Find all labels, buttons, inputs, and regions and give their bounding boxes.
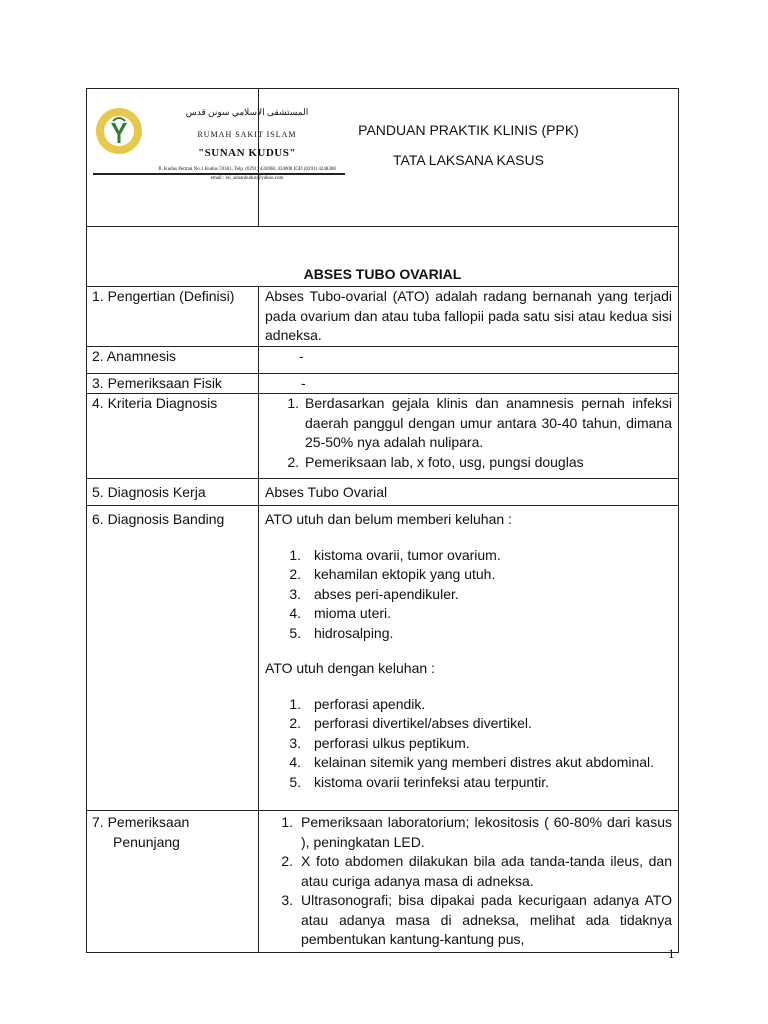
header-row — [87, 89, 679, 227]
row-pengertian — [87, 287, 679, 347]
row-label-line-1: 7. Pemeriksaan — [92, 814, 190, 830]
page-number: 1 — [668, 946, 675, 961]
list-item: 3. Ultrasonografi; bisa dipakai pada kecurigaan adanya ATO atau adanya masa di adneksa, melihat ada tidaknya pembentukan kantung-kantung pus, — [281, 892, 672, 947]
banding-list-2 — [265, 695, 672, 793]
document-title: ABSES TUBO OVARIAL — [303, 265, 462, 282]
document-page — [86, 88, 678, 953]
list-item: 1. kistoma ovarii, tumor ovarium. — [289, 546, 501, 563]
list-item: 4. mioma uteri. — [289, 605, 392, 621]
list-item: 4. kelainan sitemik yang memberi distres akut abdominal. — [289, 754, 655, 770]
list-item: 1. perforasi apendik. — [289, 695, 426, 712]
banding-intro-2: ATO utuh dengan keluhan : — [265, 660, 435, 676]
logo-name-line: RUMAH SAKIT ISLAM — [197, 129, 297, 139]
list-item: 5. hidrosalping. — [289, 624, 394, 641]
list-item: 3. abses peri-apendikuler. — [289, 585, 459, 602]
kriteria-list — [265, 394, 672, 472]
logo-cell — [87, 89, 336, 227]
hospital-logo — [91, 99, 345, 181]
row-pemeriksaan-penunjang — [87, 811, 679, 953]
row-label: 3. Pemeriksaan Fisik — [87, 373, 259, 394]
list-item: 2. X foto abdomen dilakukan bila ada tanda-tanda ileus, dan atau curiga adanya masa di adneksa. — [281, 853, 672, 889]
logo-email: email : rsi_sunankudus@yahoo.com — [210, 175, 284, 181]
logo-address: Jl. Kudus Permai No.1 Kudus 59361, Telp. (0291) 432068, 434008 IGD (0291) 4248300 — [158, 166, 336, 172]
list-item: 2. perforasi divertikel/abses divertikel. — [289, 715, 532, 731]
list-item: 2. kehamilan ektopik yang utuh. — [289, 566, 496, 582]
list-item: 1. Pemeriksaan laboratorium; lekositosis ( 60-80% dari kasus ), peningkatan LED. — [281, 814, 672, 850]
row-value — [259, 394, 679, 479]
row-value: - — [259, 346, 679, 373]
row-label: 5. Diagnosis Kerja — [87, 479, 259, 506]
row-value: Abses Tubo Ovarial — [259, 479, 679, 506]
row-diagnosis-banding — [87, 506, 679, 811]
row-value — [259, 811, 679, 953]
row-pemeriksaan-fisik — [87, 373, 679, 394]
document-title-cell — [87, 227, 679, 287]
row-label-line-2: Penunjang — [113, 833, 180, 850]
logo-text-block — [149, 103, 345, 182]
header-title-line-2: TATA LAKSANA KASUS — [393, 152, 544, 168]
banding-intro-1: ATO utuh dan belum memberi keluhan : — [265, 511, 512, 527]
row-value: Abses Tubo-ovarial (ATO) adalah radang bernanah yang terjadi pada ovarium dan atau tuba fallopii pada satu sisi atau kedua sisi adneksa. — [259, 287, 679, 347]
list-item: 1. Berdasarkan gejala klinis dan anamnesis pernah infeksi daerah panggul dengan umur antara 30-40 tahun, dimana 25-50% nya adalah nulipara. — [287, 395, 672, 450]
row-anamnesis — [87, 346, 679, 373]
ppk-table — [86, 88, 679, 953]
list-item: 2. Pemeriksaan lab, x foto, usg, pungsi douglas — [287, 453, 584, 470]
logo-arabic-line: المستشفى الاسلامي سونن قدس — [185, 107, 309, 117]
title-row — [87, 227, 679, 287]
banding-list-1 — [265, 546, 672, 644]
row-label: 1. Pengertian (Definisi) — [87, 287, 259, 347]
list-item: 5. kistoma ovarii terinfeksi atau terpuntir. — [289, 773, 549, 790]
hospital-emblem-icon — [95, 107, 143, 155]
list-item: 3. perforasi ulkus peptikum. — [289, 734, 470, 751]
row-label: 4. Kriteria Diagnosis — [87, 394, 259, 479]
penunjang-list — [265, 813, 672, 950]
row-kriteria — [87, 394, 679, 479]
row-label: 2. Anamnesis — [87, 346, 259, 373]
logo-hospital-name: "SUNAN KUDUS" — [198, 147, 296, 159]
row-value: - — [259, 373, 679, 394]
row-label — [87, 811, 259, 953]
header-title-line-1: PANDUAN PRAKTIK KLINIS (PPK) — [358, 122, 579, 138]
row-label: 6. Diagnosis Banding — [87, 506, 259, 811]
row-diagnosis-kerja — [87, 479, 679, 506]
row-value — [259, 506, 679, 811]
